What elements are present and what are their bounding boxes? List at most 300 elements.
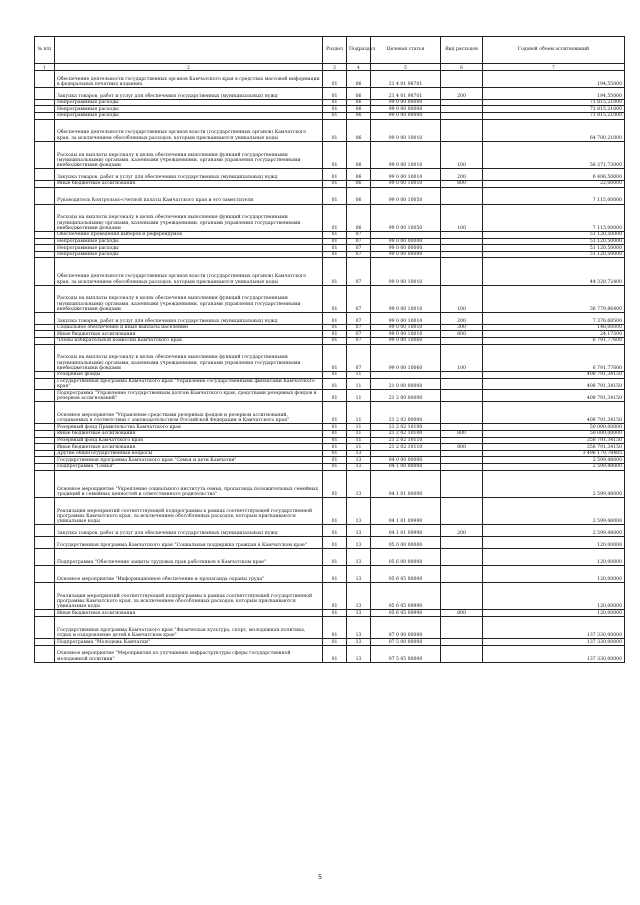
row-expense-type-cell <box>441 251 483 258</box>
row-target-article-cell <box>371 372 441 379</box>
row-podrazdel-cell: 11 <box>347 424 371 431</box>
budget-table <box>34 36 625 663</box>
row-expense-type-cell <box>441 119 483 141</box>
table-row <box>35 141 625 168</box>
header-name <box>55 37 323 64</box>
budget-table-page <box>34 36 624 663</box>
row-podrazdel-cell: 13 <box>347 616 371 638</box>
row-podrazdel-cell: 11 <box>347 444 371 451</box>
row-razdel-cell: 01 <box>323 231 347 238</box>
row-razdel-cell: 01 <box>323 204 347 231</box>
row-name-cell: Подпрограмма "Семья" <box>55 464 323 471</box>
table-row <box>35 313 625 325</box>
column-number: 7 <box>483 64 625 71</box>
table-row <box>35 424 625 431</box>
row-amount-cell: 120,00000 <box>483 582 625 609</box>
row-amount-cell: 120,00000 <box>483 537 625 549</box>
row-razdel-cell: 01 <box>323 548 347 565</box>
row-number-cell <box>35 616 55 638</box>
row-razdel-cell: 01 <box>323 610 347 617</box>
row-number-cell <box>35 141 55 168</box>
row-podrazdel-cell: 07 <box>347 338 371 345</box>
table-header-row <box>35 37 625 64</box>
row-podrazdel-cell: 13 <box>347 497 371 524</box>
row-podrazdel-cell: 06 <box>347 141 371 168</box>
column-number: 2 <box>55 64 323 71</box>
row-expense-type-cell: 200 <box>441 169 483 181</box>
row-podrazdel-cell: 13 <box>347 450 371 457</box>
row-number-cell <box>35 258 55 285</box>
row-name-cell: Иные бюджетные ассигнования <box>55 444 323 451</box>
row-expense-type-cell <box>441 378 483 390</box>
row-target-article-cell: 99 0 00 00000 <box>371 99 441 106</box>
row-target-article-cell: 04 1 01 09990 <box>371 525 441 537</box>
row-podrazdel-cell: 13 <box>347 548 371 565</box>
row-amount-cell: 3 496 170,78485 <box>483 450 625 457</box>
row-name-cell: Закупка товаров, работ и услуг для обеспечения государственных (муниципальных) нужд <box>55 88 323 100</box>
row-expense-type-cell <box>441 238 483 245</box>
header-target-article: Целевая статья <box>371 37 441 64</box>
row-amount-cell: 2 599,48000 <box>483 464 625 471</box>
row-name-cell: Закупка товаров, работ и услуг для обеспечения государственных (муниципальных) нужд <box>55 169 323 181</box>
row-amount-cell: 6 406,50000 <box>483 169 625 181</box>
row-number-cell <box>35 525 55 537</box>
row-expense-type-cell <box>441 645 483 662</box>
header-expense-type: Вид расходов <box>441 37 483 64</box>
row-number-cell <box>35 537 55 549</box>
row-razdel-cell: 01 <box>323 169 347 181</box>
row-name-cell: Государственная программа Камчатского края "Управление государственными финансами Камчатского края" <box>55 378 323 390</box>
row-expense-type-cell <box>441 616 483 638</box>
row-expense-type-cell: 800 <box>441 180 483 187</box>
row-target-article-cell: 21 4 01 98701 <box>371 71 441 88</box>
table-row <box>35 180 625 187</box>
table-row <box>35 187 625 204</box>
row-podrazdel-cell: 07 <box>347 344 371 371</box>
row-podrazdel-cell: 11 <box>347 378 371 390</box>
row-razdel-cell: 01 <box>323 119 347 141</box>
row-expense-type-cell <box>441 258 483 285</box>
row-podrazdel-cell: 06 <box>347 88 371 100</box>
row-podrazdel-cell: 13 <box>347 457 371 464</box>
row-name-cell: Государственная программа Камчатского края "Физическая культура, спорт, молодежная политика, отдых и оздоровление детей в Камчатском крае" <box>55 616 323 638</box>
row-number-cell <box>35 470 55 497</box>
row-name-cell: Закупка товаров, работ и услуг для обеспечения государственных (муниципальных) нужд <box>55 313 323 325</box>
row-razdel-cell: 01 <box>323 639 347 646</box>
row-name-cell: Непрограммные расходы <box>55 245 323 252</box>
row-razdel-cell: 01 <box>323 470 347 497</box>
row-name-cell: Основное мероприятие "Информационное обеспечение и пропаганда охраны труда" <box>55 565 323 582</box>
row-number-cell <box>35 169 55 181</box>
row-target-article-cell: 21 2 02 10110 <box>371 444 441 451</box>
row-number-cell <box>35 338 55 345</box>
table-body <box>35 71 625 663</box>
row-amount-cell: 24,17500 <box>483 331 625 338</box>
row-expense-type-cell: 100 <box>441 204 483 231</box>
row-razdel-cell: 01 <box>323 258 347 285</box>
row-amount-cell: 58 271,73000 <box>483 141 625 168</box>
table-row <box>35 565 625 582</box>
row-target-article-cell: 21 2 02 10100 <box>371 431 441 438</box>
row-expense-type-cell <box>441 548 483 565</box>
row-target-article-cell: 99 0 00 10010 <box>371 313 441 325</box>
row-amount-cell: 51 120,50000 <box>483 245 625 252</box>
row-number-cell <box>35 180 55 187</box>
row-expense-type-cell <box>441 338 483 345</box>
row-name-cell: Государственная программа Камчатского края "Семья и дети Камчатки" <box>55 457 323 464</box>
row-podrazdel-cell: 13 <box>347 582 371 609</box>
row-podrazdel-cell: 06 <box>347 99 371 106</box>
row-expense-type-cell <box>441 457 483 464</box>
row-podrazdel-cell: 07 <box>347 245 371 252</box>
table-row <box>35 378 625 390</box>
row-expense-type-cell <box>441 424 483 431</box>
column-number: 4 <box>347 64 371 71</box>
row-expense-type-cell: 300 <box>441 324 483 331</box>
row-target-article-cell: 07 5 05 00000 <box>371 645 441 662</box>
row-name-cell: Члены избирательной комиссии Камчатского края <box>55 338 323 345</box>
row-target-article-cell: 99 0 00 10010 <box>371 119 441 141</box>
row-podrazdel-cell: 13 <box>347 639 371 646</box>
row-name-cell: Иные бюджетные ассигнования <box>55 180 323 187</box>
row-name-cell: Расходы на выплаты персоналу в целях обеспечения выполнения функций государственными (муниципальными) органами, казенными учреждениями, органами управления государственными внебюджетными фондами <box>55 204 323 231</box>
row-podrazdel-cell: 06 <box>347 106 371 113</box>
row-amount-cell: 137 330,00000 <box>483 645 625 662</box>
row-expense-type-cell <box>441 106 483 113</box>
row-expense-type-cell: 800 <box>441 331 483 338</box>
row-amount-cell: 194,55000 <box>483 88 625 100</box>
row-expense-type-cell: 200 <box>441 313 483 325</box>
row-name-cell: Подпрограмма "Обеспечение защиты трудовых прав работников в Камчатском крае" <box>55 548 323 565</box>
row-name-cell: Иные бюджетные ассигнования <box>55 610 323 617</box>
row-razdel-cell: 01 <box>323 372 347 379</box>
row-number-cell <box>35 344 55 371</box>
row-expense-type-cell <box>441 450 483 457</box>
page-number: 5 <box>318 874 322 881</box>
row-podrazdel-cell: 06 <box>347 119 371 141</box>
row-target-article-cell: 99 0 00 10010 <box>371 285 441 312</box>
table-row <box>35 204 625 231</box>
row-razdel-cell: 01 <box>323 245 347 252</box>
row-amount-cell: 2 599,48000 <box>483 497 625 524</box>
row-razdel-cell: 01 <box>323 390 347 402</box>
row-name-cell: Обеспечение деятельности государственных органов Камчатского края в средствах массовой информации в федеральных печатных изданиях <box>55 71 323 88</box>
row-amount-cell: 71 815,21000 <box>483 106 625 113</box>
row-razdel-cell: 01 <box>323 497 347 524</box>
row-razdel-cell: 01 <box>323 565 347 582</box>
row-razdel-cell: 01 <box>323 285 347 312</box>
row-amount-cell: 120,00000 <box>483 565 625 582</box>
row-razdel-cell: 01 <box>323 444 347 451</box>
row-podrazdel-cell: 11 <box>347 402 371 424</box>
row-amount-cell: 51 120,50000 <box>483 231 625 238</box>
row-name-cell: Основное мероприятие "Мероприятия по улучшению инфраструктуры сферы государственной молодежной политики" <box>55 645 323 662</box>
row-razdel-cell: 01 <box>323 238 347 245</box>
row-target-article-cell: 99 0 00 10010 <box>371 331 441 338</box>
row-target-article-cell: 99 0 00 10060 <box>371 344 441 371</box>
row-razdel-cell: 01 <box>323 324 347 331</box>
row-podrazdel-cell: 06 <box>347 180 371 187</box>
row-target-article-cell: 99 0 00 00000 <box>371 106 441 113</box>
row-name-cell: Обеспечение деятельности государственных органов власти (государственных органов) Камчатского края, за исключением обособленных расходов, которым присваиваются уникальные коды <box>55 258 323 285</box>
row-expense-type-cell <box>441 112 483 119</box>
row-expense-type-cell <box>441 497 483 524</box>
row-podrazdel-cell: 06 <box>347 169 371 181</box>
row-number-cell <box>35 238 55 245</box>
column-number: 1 <box>35 64 55 71</box>
row-target-article-cell: 99 0 00 10050 <box>371 187 441 204</box>
row-podrazdel-cell: 06 <box>347 204 371 231</box>
row-name-cell: Иные бюджетные ассигнования <box>55 431 323 438</box>
row-number-cell <box>35 378 55 390</box>
row-podrazdel-cell: 07 <box>347 285 371 312</box>
row-number-cell <box>35 548 55 565</box>
table-row <box>35 169 625 181</box>
row-target-article-cell: 99 0 00 10010 <box>371 141 441 168</box>
row-amount-cell: 6 791,77600 <box>483 344 625 371</box>
row-target-article-cell: 05 6 05 09990 <box>371 582 441 609</box>
table-row <box>35 616 625 638</box>
row-razdel-cell: 01 <box>323 457 347 464</box>
row-number-cell <box>35 324 55 331</box>
row-target-article-cell: 04 1 01 09990 <box>371 497 441 524</box>
table-row <box>35 344 625 371</box>
row-podrazdel-cell: 11 <box>347 390 371 402</box>
row-name-cell: Иные бюджетные ассигнования <box>55 331 323 338</box>
row-target-article-cell: 99 0 00 00000 <box>371 245 441 252</box>
header-razdel: Раздел <box>323 37 347 64</box>
row-amount-cell: 22,00000 <box>483 180 625 187</box>
row-name-cell: Резервные фонды <box>55 372 323 379</box>
row-target-article-cell: 99 0 00 10050 <box>371 204 441 231</box>
row-number-cell <box>35 424 55 431</box>
column-number: 6 <box>441 64 483 71</box>
table-row <box>35 324 625 331</box>
row-target-article-cell: 99 0 00 00000 <box>371 251 441 258</box>
row-razdel-cell: 01 <box>323 616 347 638</box>
row-razdel-cell: 01 <box>323 537 347 549</box>
row-number-cell <box>35 251 55 258</box>
row-amount-cell: 194,55000 <box>483 71 625 88</box>
row-amount-cell: 51 120,50000 <box>483 251 625 258</box>
row-podrazdel-cell: 13 <box>347 464 371 471</box>
table-row <box>35 231 625 238</box>
table-row <box>35 390 625 402</box>
row-podrazdel-cell: 07 <box>347 251 371 258</box>
row-number-cell <box>35 565 55 582</box>
row-number-cell <box>35 464 55 471</box>
row-amount-cell: 7 115,00000 <box>483 187 625 204</box>
row-name-cell: Расходы на выплаты персоналу в целях обеспечения выполнения функций государственными (муниципальными) органами, казенными учреждениями, органами управления государственными внебюджетными фондами <box>55 285 323 312</box>
row-name-cell: Реализация мероприятий соответствующей подпрограммы в рамках соответствующей государственной программы Камчатского края, за исключением обособленных расходов, которым присваиваются уникальные коды <box>55 497 323 524</box>
row-target-article-cell: 21 2 02 10110 <box>371 437 441 444</box>
row-amount-cell: 50 000,00000 <box>483 431 625 438</box>
row-razdel-cell: 01 <box>323 402 347 424</box>
row-amount-cell: 44 328,72400 <box>483 258 625 285</box>
row-expense-type-cell <box>441 390 483 402</box>
row-razdel-cell: 01 <box>323 99 347 106</box>
row-target-article-cell: 99 0 00 10010 <box>371 169 441 181</box>
row-number-cell <box>35 450 55 457</box>
row-number-cell <box>35 187 55 204</box>
table-row <box>35 119 625 141</box>
row-amount-cell: 120,00000 <box>483 610 625 617</box>
row-expense-type-cell: 800 <box>441 610 483 617</box>
table-row <box>35 431 625 438</box>
row-name-cell: Подпрограмма "Управление государственным долгом Камчатского края, средствами резервных фондов и резервом ассигнований" <box>55 390 323 402</box>
table-row <box>35 537 625 549</box>
row-amount-cell: 2 599,48000 <box>483 470 625 497</box>
row-razdel-cell: 01 <box>323 525 347 537</box>
row-razdel-cell: 01 <box>323 71 347 88</box>
row-number-cell <box>35 88 55 100</box>
row-number-cell <box>35 402 55 424</box>
table-row <box>35 437 625 444</box>
row-target-article-cell: 99 0 00 00000 <box>371 112 441 119</box>
row-podrazdel-cell: 11 <box>347 431 371 438</box>
row-number-cell <box>35 99 55 106</box>
row-razdel-cell: 01 <box>323 180 347 187</box>
row-number-cell <box>35 285 55 312</box>
row-number-cell <box>35 457 55 464</box>
row-razdel-cell: 01 <box>323 450 347 457</box>
row-name-cell: Закупка товаров, работ и услуг для обеспечения государственных (муниципальных) нужд <box>55 525 323 537</box>
row-expense-type-cell <box>441 402 483 424</box>
row-number-cell <box>35 639 55 646</box>
row-name-cell: Руководитель Контрольно-счетной палаты Камчатского края и его заместители <box>55 187 323 204</box>
table-row <box>35 372 625 379</box>
table-row <box>35 450 625 457</box>
row-razdel-cell: 01 <box>323 313 347 325</box>
row-expense-type-cell <box>441 245 483 252</box>
row-name-cell: Резервный фонд Правительства Камчатского края <box>55 424 323 431</box>
table-row <box>35 457 625 464</box>
row-number-cell <box>35 71 55 88</box>
row-amount-cell: 137 330,00000 <box>483 639 625 646</box>
row-target-article-cell: 04 0 00 00000 <box>371 457 441 464</box>
row-podrazdel-cell: 13 <box>347 565 371 582</box>
column-number-row <box>35 64 625 71</box>
row-amount-cell: 7 115,00000 <box>483 204 625 231</box>
row-amount-cell: 408 791,34150 <box>483 390 625 402</box>
row-name-cell: Непрограммные расходы <box>55 112 323 119</box>
row-razdel-cell: 01 <box>323 331 347 338</box>
row-expense-type-cell <box>441 372 483 379</box>
table-row <box>35 497 625 524</box>
row-razdel-cell: 01 <box>323 437 347 444</box>
row-razdel-cell: 01 <box>323 141 347 168</box>
row-podrazdel-cell: 07 <box>347 238 371 245</box>
row-number-cell <box>35 313 55 325</box>
row-expense-type-cell <box>441 187 483 204</box>
row-expense-type-cell <box>441 470 483 497</box>
row-target-article-cell: 05 0 00 00000 <box>371 537 441 549</box>
row-razdel-cell: 01 <box>323 344 347 371</box>
row-name-cell: Основное мероприятие "Укрепление социального института семьи, пропаганда положительных семейных традиций и семейных ценностей и ответственного родительства" <box>55 470 323 497</box>
row-razdel-cell: 01 <box>323 106 347 113</box>
row-expense-type-cell: 100 <box>441 285 483 312</box>
row-expense-type-cell <box>441 99 483 106</box>
row-podrazdel-cell: 13 <box>347 610 371 617</box>
table-row <box>35 338 625 345</box>
row-name-cell: Непрограммные расходы <box>55 238 323 245</box>
row-podrazdel-cell: 07 <box>347 258 371 285</box>
row-amount-cell: 36 779,86400 <box>483 285 625 312</box>
row-name-cell: Обеспечение проведения выборов и референдумов <box>55 231 323 238</box>
header-annual-amount: Годовой объем ассигнований <box>483 37 625 64</box>
row-podrazdel-cell: 13 <box>347 537 371 549</box>
row-podrazdel-cell: 11 <box>347 372 371 379</box>
row-expense-type-cell: 200 <box>441 88 483 100</box>
row-name-cell: Непрограммные расходы <box>55 106 323 113</box>
row-razdel-cell: 01 <box>323 645 347 662</box>
row-podrazdel-cell: 06 <box>347 71 371 88</box>
table-row <box>35 331 625 338</box>
row-name-cell: Непрограммные расходы <box>55 251 323 258</box>
row-name-cell: Реализация мероприятий соответствующей подпрограммы в рамках соответствующей государственной программы Камчатского края, за исключением обособленных расходов, которым присваиваются уникальные коды <box>55 582 323 609</box>
row-number-cell <box>35 444 55 451</box>
row-expense-type-cell: 200 <box>441 525 483 537</box>
row-razdel-cell: 01 <box>323 431 347 438</box>
row-name-cell: Другие общегосударственные вопросы <box>55 450 323 457</box>
row-number-cell <box>35 610 55 617</box>
row-podrazdel-cell: 13 <box>347 645 371 662</box>
row-number-cell <box>35 645 55 662</box>
row-amount-cell: 71 815,21000 <box>483 112 625 119</box>
row-expense-type-cell <box>441 71 483 88</box>
row-expense-type-cell <box>441 565 483 582</box>
table-row <box>35 525 625 537</box>
table-row <box>35 470 625 497</box>
row-name-cell: Подпрограмма "Молодежь Камчатки" <box>55 639 323 646</box>
row-number-cell <box>35 112 55 119</box>
row-razdel-cell: 01 <box>323 187 347 204</box>
row-podrazdel-cell: 06 <box>347 112 371 119</box>
row-name-cell: Социальное обеспечение и иные выплаты населению <box>55 324 323 331</box>
row-target-article-cell <box>371 231 441 238</box>
row-name-cell: Государственная программа Камчатского края "Социальная поддержка граждан в Камчатском крае" <box>55 537 323 549</box>
row-podrazdel-cell: 11 <box>347 437 371 444</box>
header-no: № п/п <box>35 37 55 64</box>
table-row <box>35 106 625 113</box>
row-amount-cell: 71 815,21000 <box>483 99 625 106</box>
row-razdel-cell: 01 <box>323 251 347 258</box>
row-amount-cell: 2 599,48000 <box>483 457 625 464</box>
table-row <box>35 88 625 100</box>
row-target-article-cell: 21 0 00 00000 <box>371 378 441 390</box>
row-razdel-cell: 01 <box>323 378 347 390</box>
row-target-article-cell: 05 6 00 00000 <box>371 548 441 565</box>
row-target-article-cell: 99 0 00 10060 <box>371 338 441 345</box>
row-number-cell <box>35 390 55 402</box>
row-target-article-cell: 04 1 01 00000 <box>371 470 441 497</box>
row-amount-cell: 408 791,34150 <box>483 378 625 390</box>
row-podrazdel-cell: 07 <box>347 331 371 338</box>
row-amount-cell: 50 000,00000 <box>483 424 625 431</box>
row-target-article-cell: 07 0 00 00000 <box>371 616 441 638</box>
row-number-cell <box>35 331 55 338</box>
row-number-cell <box>35 497 55 524</box>
table-row <box>35 238 625 245</box>
row-number-cell <box>35 582 55 609</box>
row-amount-cell: 6 791,77600 <box>483 338 625 345</box>
row-target-article-cell: 21 2 00 00000 <box>371 390 441 402</box>
table-row <box>35 639 625 646</box>
column-number: 3 <box>323 64 347 71</box>
header-podrazdel: Подраздел <box>347 37 371 64</box>
table-row <box>35 402 625 424</box>
row-number-cell <box>35 119 55 141</box>
